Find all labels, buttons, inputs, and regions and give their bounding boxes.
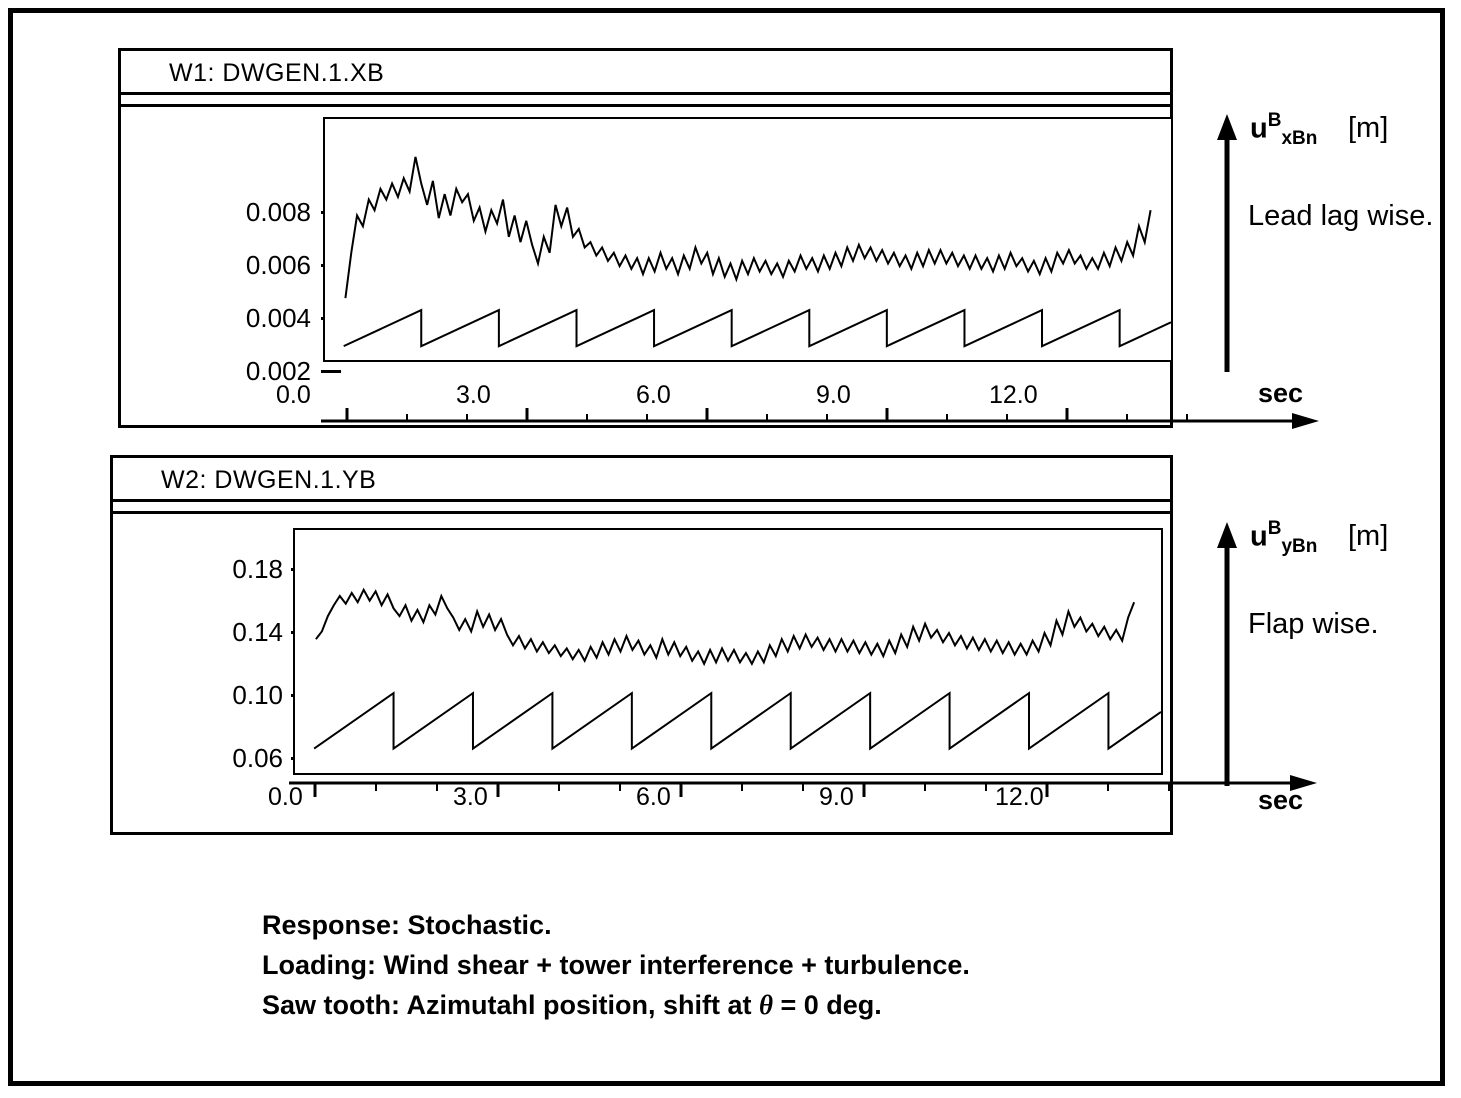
ytick-label-w1-0: 0.008 — [245, 197, 311, 227]
y-units-w2: [m] — [1348, 520, 1389, 552]
y-axis-arrow-w1 — [1212, 110, 1242, 380]
ytick-label-w2-1: 0.14 — [232, 617, 283, 647]
plot-panel-w1 — [118, 48, 1173, 428]
xtick-label-w2-1: 3.0 — [453, 783, 488, 811]
xtick-label-w2-2: 6.0 — [636, 783, 671, 811]
figure-caption — [262, 905, 970, 1025]
ytick-label-w1-2: 0.004 — [245, 303, 311, 333]
caption-line-2: Saw tooth: Azimutahl position, shift at θ = 0 deg. — [262, 990, 882, 1020]
y-symbol-sup-w1: B — [1267, 110, 1282, 131]
ytick-label-w2-2: 0.10 — [232, 680, 283, 710]
plot-curves-w1 — [325, 119, 1171, 360]
x-axis-label-w2: sec — [1258, 785, 1304, 815]
ytick-label-w1-3: 0.002 — [245, 356, 311, 386]
plot-area-w1 — [323, 117, 1173, 362]
panel-title-w2: W2: DWGEN.1.YB — [161, 466, 377, 494]
xtick-label-w1-2: 6.0 — [636, 381, 671, 409]
xtick-label-w2-0: 0.0 — [268, 783, 303, 811]
y-symbol-base-w2: u — [1250, 520, 1268, 553]
xtick-label-w1-4: 12.0 — [989, 381, 1038, 409]
y-symbol-w1 — [1250, 110, 1317, 150]
y-symbol-sub-w1: xBn — [1281, 128, 1318, 150]
y-description-w1: Lead lag wise. — [1248, 200, 1434, 232]
y-symbol-sup-w2: B — [1267, 518, 1282, 539]
x-axis-w2 — [285, 773, 1335, 843]
xtick-label-w2-3: 9.0 — [819, 783, 854, 811]
plot-area-w2 — [293, 528, 1163, 775]
caption-line-1: Loading: Wind shear + tower interference + turbulence. — [262, 950, 970, 980]
caption-line-0: Response: Stochastic. — [262, 910, 552, 940]
xtick-label-w1-1: 3.0 — [456, 381, 491, 409]
panel-title-w1: W1: DWGEN.1.XB — [169, 59, 385, 87]
xtick-label-w1-3: 9.0 — [816, 381, 851, 409]
xtick-label-w2-4: 12.0 — [995, 783, 1044, 811]
y-symbol-w2 — [1250, 518, 1317, 558]
panel-subbar-w1 — [121, 95, 1170, 107]
plot-panel-w2 — [110, 455, 1173, 835]
ytick-label-w1-1: 0.006 — [245, 250, 311, 280]
panel-subbar-w2 — [113, 502, 1170, 514]
y-symbol-sub-w2: yBn — [1281, 536, 1318, 558]
x-axis-label-w1: sec — [1258, 378, 1304, 408]
ytick-label-w2-0: 0.18 — [232, 554, 283, 584]
y-units-w1: [m] — [1348, 112, 1389, 144]
y-description-w2: Flap wise. — [1248, 608, 1379, 640]
ytick-label-w2-3: 0.06 — [232, 743, 283, 773]
plot-curves-w2 — [295, 530, 1161, 773]
y-axis-arrow-w2 — [1212, 518, 1242, 793]
y-symbol-base-w1: u — [1250, 112, 1268, 145]
xtick-label-w1-0: 0.0 — [276, 381, 311, 409]
